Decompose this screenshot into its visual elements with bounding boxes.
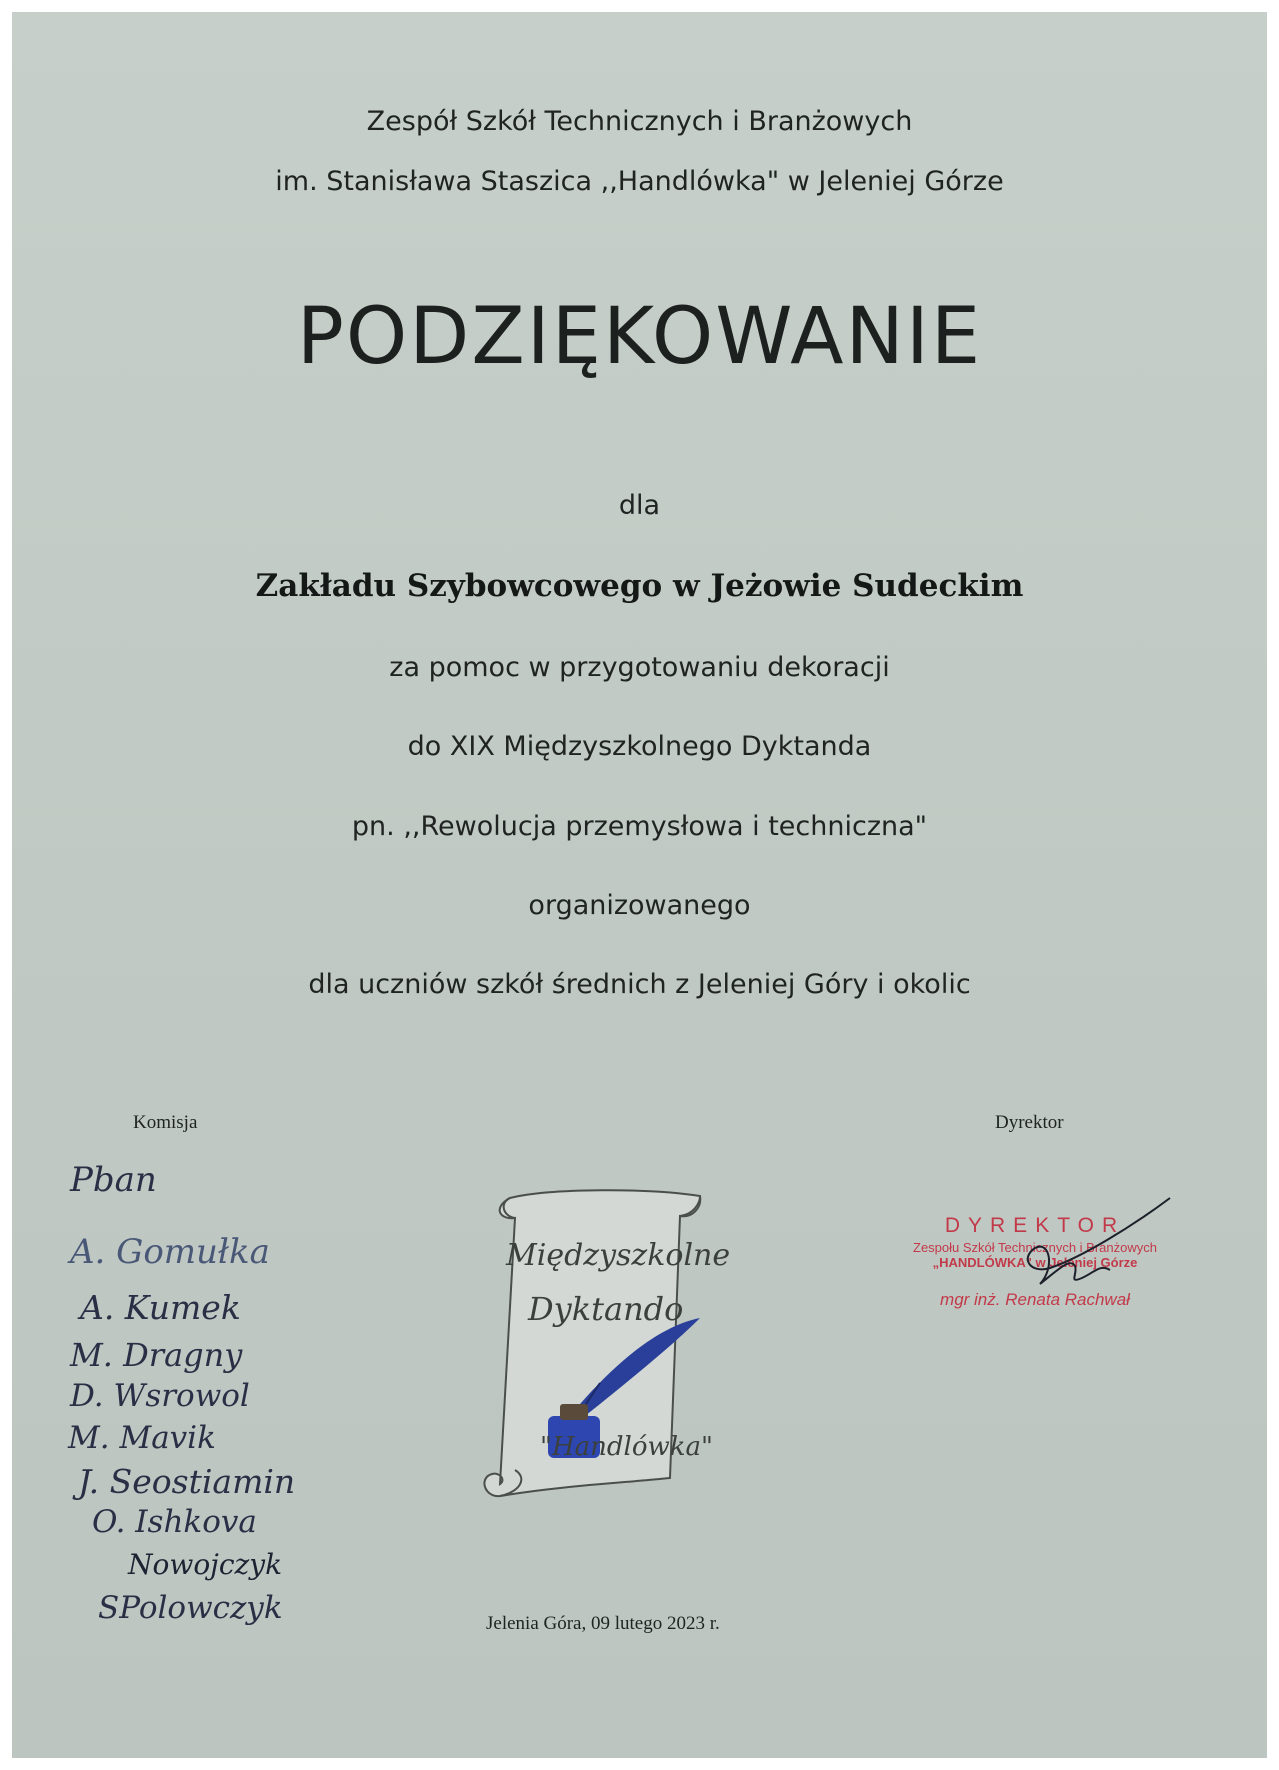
- recipient-name: Zakładu Szybowcowego w Jeżowie Sudeckim: [255, 568, 1024, 604]
- body-line-4: organizowanego: [528, 890, 751, 921]
- logo-text-2: Dyktando: [528, 1290, 684, 1328]
- logo-text-3: "Handlówka": [540, 1432, 713, 1462]
- body-line-2: do XIX Międzyszkolnego Dyktanda: [407, 731, 872, 762]
- dyktando-logo: [470, 1178, 720, 1518]
- stamp-name: mgr inż. Renata Rachwał: [940, 1290, 1130, 1309]
- signature: M. Mavik: [68, 1420, 216, 1456]
- signature: O. Ishkova: [92, 1504, 257, 1540]
- signature: A. Gomułka: [70, 1232, 270, 1272]
- school-name: Zespół Szkół Technicznych i Branżowych: [366, 106, 913, 137]
- signature: J. Seostiamin: [78, 1462, 296, 1501]
- for-label: dla: [618, 490, 661, 521]
- director-label: Dyrektor: [995, 1112, 1064, 1133]
- signature: Nowojczyk: [128, 1548, 283, 1581]
- body-line-5: dla uczniów szkół średnich z Jeleniej Góry i okolic: [308, 969, 971, 1000]
- body-line-3: pn. ,,Rewolucja przemysłowa i techniczna": [351, 811, 928, 842]
- signature: D. Wsrowol: [70, 1378, 250, 1414]
- school-patron: im. Stanisława Staszica ,,Handlówka" w Jeleniej Górze: [275, 166, 1004, 197]
- place-date: Jelenia Góra, 09 lutego 2023 r.: [486, 1613, 720, 1634]
- stamp-line-1: Zespołu Szkół Technicznych i Branżowych: [913, 1240, 1157, 1255]
- document-title: PODZIĘKOWANIE: [296, 292, 983, 382]
- director-signature: [960, 1188, 1190, 1308]
- signature: A. Kumek: [80, 1288, 241, 1327]
- signature: Pban: [70, 1160, 157, 1200]
- signature: M. Dragny: [70, 1336, 243, 1374]
- signature: SPolowczyk: [98, 1590, 283, 1626]
- logo-text-1: Międzyszkolne: [506, 1238, 731, 1273]
- commission-label: Komisja: [133, 1112, 198, 1133]
- stamp-line-2: „HANDLÓWKA" w Jeleniej Górze: [932, 1255, 1138, 1270]
- body-line-1: za pomoc w przygotowaniu dekoracji: [389, 652, 890, 683]
- stamp-title: DYREKTOR: [944, 1214, 1126, 1237]
